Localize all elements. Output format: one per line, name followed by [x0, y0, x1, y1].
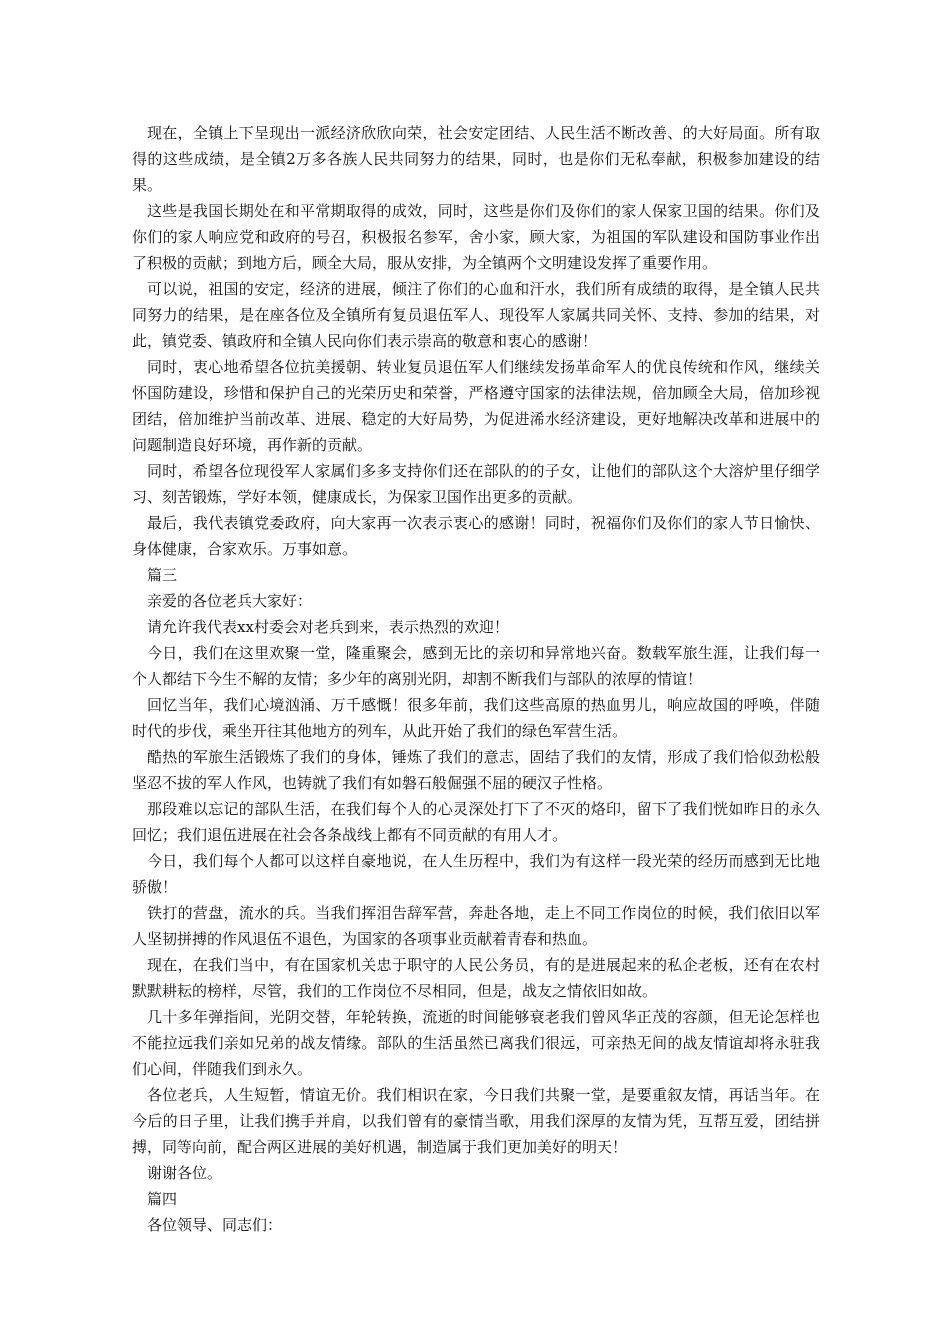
paragraph: 今日，我们在这里欢聚一堂，隆重聚会，感到无比的亲切和异常地兴奋。数载军旅生涯，让我们每一个人都结下今生不解的友情；多少年的离别光阴，却割不断我们与部队的浓厚的情谊！ — [132, 644, 820, 688]
paragraph: 现在，在我们当中，有在国家机关忠于职守的人民公务员，有的是进展起来的私企老板，还有在农村默默耕耘的榜样，尽管，我们的工作岗位不尽相同，但是，战友之情依旧如故。 — [132, 956, 820, 1000]
paragraph: 同时，希望各位现役军人家属们多多支持你们还在部队的的子女，让他们的部队这个大溶炉里仔细学习、刻苦锻炼，学好本领，健康成长，为保家卫国作出更多的贡献。 — [132, 462, 820, 506]
paragraph: 请允许我代表xx村委会对老兵到来，表示热烈的欢迎！ — [147, 618, 509, 636]
paragraph: 几十多年弹指间，光阴交替，年轮转换，流逝的时间能够衰老我们曾风华正茂的容颜，但无论怎样也不能拉远我们亲如兄弟的战友情缘。部队的生活虽然已离我们很远，可亲热无间的战友情谊却将永驻我们心间，伴随我们到永久。 — [132, 1008, 820, 1078]
paragraph: 铁打的营盘，流水的兵。当我们挥泪告辞军营，奔赴各地，走上不同工作岗位的时候，我们依旧以军人坚韧拼搏的作风退伍不退色，为国家的各项事业贡献着青春和热血。 — [132, 904, 820, 948]
closing-line: 谢谢各位。 — [147, 1164, 223, 1182]
paragraph: 那段难以忘记的部队生活，在我们每个人的心灵深处打下了不灭的烙印，留下了我们恍如昨日的永久回忆；我们退伍进展在社会各条战线上都有不同贡献的有用人才。 — [132, 800, 820, 844]
paragraph: 可以说，祖国的安定，经济的进展，倾注了你们的心血和汗水，我们所有成绩的取得，是全镇人民共同努力的结果，是在座各位及全镇所有复员退伍军人、现役军人家属共同关怀、支持、参加的结果，对此，镇党委、镇政府和全镇人民向你们表示崇高的敬意和衷心的感谢！ — [132, 280, 820, 350]
salutation: 亲爱的各位老兵大家好： — [147, 592, 313, 610]
paragraph: 同时，衷心地希望各位抗美援朝、转业复员退伍军人们继续发扬革命军人的优良传统和作风，继续关怀国防建设，珍惜和保护自己的光荣历史和荣誉，严格遵守国家的法律法规，倍加顾全大局，倍加珍视团结，倍加维护当前改革、进展、稳定的大好局势，为促进浠水经济建设，更好地解决改革和进展中的问题制造良好环境，再作新的贡献。 — [132, 358, 820, 454]
paragraph: 各位老兵，人生短暂，情谊无价。我们相识在家，今日我们共聚一堂，是要重叙友情，再话当年。在今后的日子里，让我们携手并肩，以我们曾有的豪情当歌，用我们深厚的友情为凭，互帮互爱，团结拼搏，同等向前，配合两区进展的美好机遇，制造属于我们更加美好的明天！ — [132, 1086, 820, 1156]
paragraph: 最后，我代表镇党委政府，向大家再一次表示衷心的感谢！同时，祝福你们及你们的家人节日愉快、身体健康，合家欢乐。万事如意。 — [132, 514, 820, 558]
paragraph: 现在，全镇上下呈现出一派经济欣欣向荣，社会安定团结、人民生活不断改善、的大好局面。所有取得的这些成绩，是全镇2万多各族人民共同努力的结果，同时，也是你们无私奉献，积极参加建设的结果。 — [132, 124, 820, 194]
paragraph: 酷热的军旅生活锻炼了我们的身体，锤炼了我们的意志，固结了我们的友情，形成了我们恰似劲松般坚忍不拔的军人作风，也铸就了我们有如磐石般倔强不屈的硬汉子性格。 — [132, 748, 820, 792]
document-body — [132, 120, 820, 1238]
section-heading: 篇三 — [147, 566, 178, 584]
paragraph: 回忆当年，我们心境汹涌、万千感慨！很多年前，我们这些高原的热血男儿，响应故国的呼唤，伴随时代的步伐，乘坐开往其他地方的列车，从此开始了我们的绿色军营生活。 — [132, 696, 820, 740]
section-heading: 篇四 — [147, 1190, 178, 1208]
paragraph: 这些是我国长期处在和平常期取得的成效，同时，这些是你们及你们的家人保家卫国的结果。你们及你们的家人响应党和政府的号召，积极报名参军，舍小家，顾大家，为祖国的军队建设和国防事业作出了积极的贡献；到地方后，顾全大局，服从安排，为全镇两个文明建设发挥了重要作用。 — [132, 202, 820, 272]
salutation: 各位领导、同志们： — [147, 1216, 283, 1234]
paragraph: 今日，我们每个人都可以这样自豪地说，在人生历程中，我们为有这样一段光荣的经历而感到无比地骄傲！ — [132, 852, 820, 896]
